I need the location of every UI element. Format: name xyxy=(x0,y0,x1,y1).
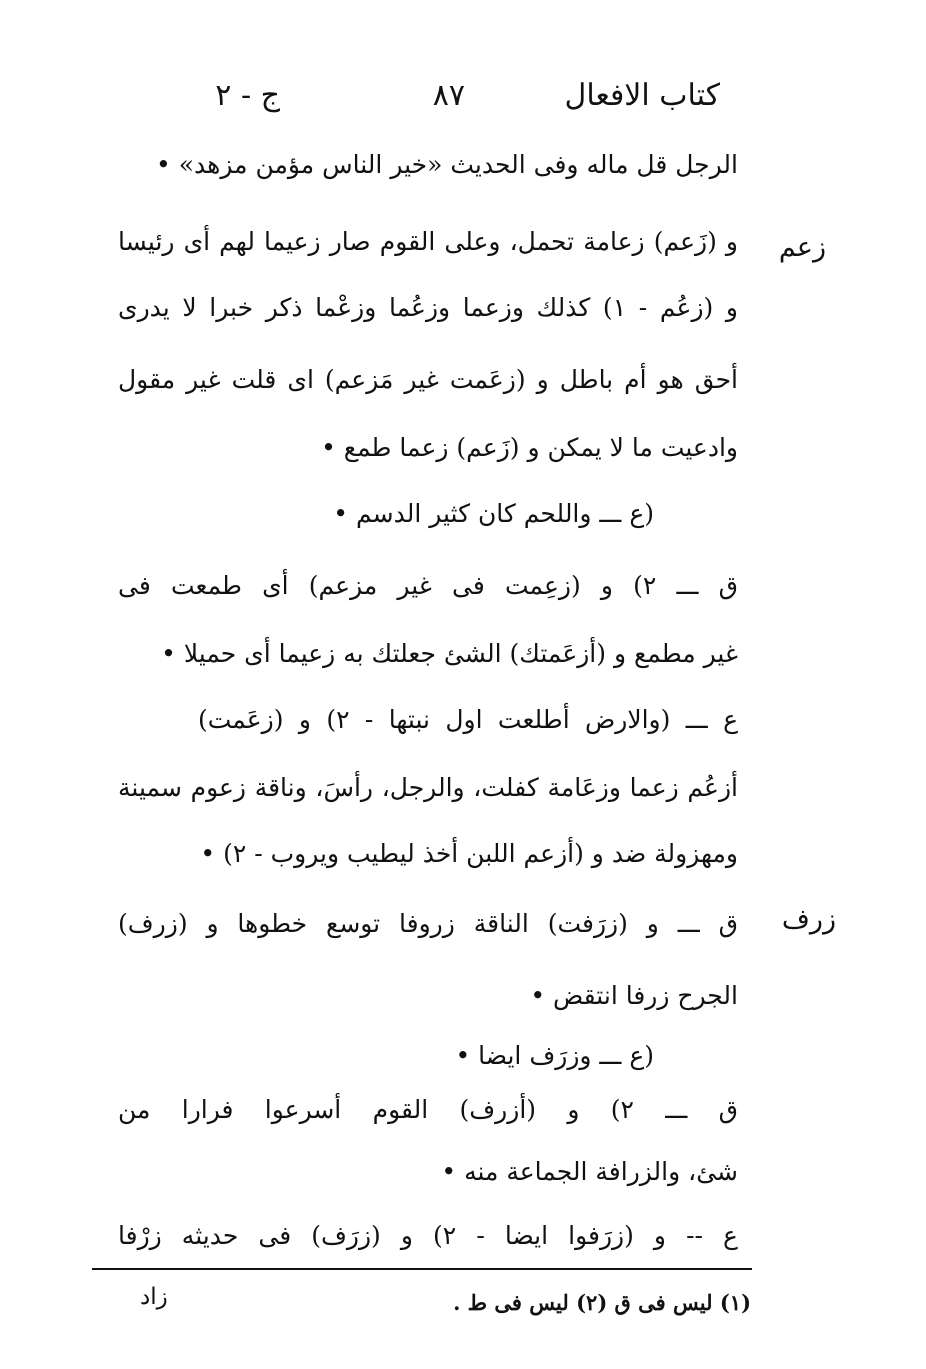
text-line: أزعُم زعما وزعَامة كفلت، والرجل، رأسَ، وناقة زعوم سمينة xyxy=(118,773,738,802)
text-line: (ع ـــ واللحم كان كثير الدسم • xyxy=(333,499,654,528)
text-line: و (زَعم) زعامة تحمل، وعلى القوم صار زعيما لهم أى رئيسا xyxy=(118,227,738,256)
page-header xyxy=(130,78,720,128)
catchword: زاد xyxy=(140,1284,168,1310)
text-line: الرجل قل ماله وفى الحديث «خير الناس مؤمن مزهد» • xyxy=(156,150,738,179)
text-line: الجرح زرفا انتقض • xyxy=(530,981,738,1010)
text-line: ق ـــ ٢) و (زعِمت فى غير مزعم) أى طمعت فى xyxy=(118,571,738,600)
text-line: وادعيت ما لا يمكن و (زَعم) زعما طمع • xyxy=(321,433,738,462)
book-title: كتاب الافعال xyxy=(564,78,720,113)
text-line: ومهزولة ضد و (أزعم اللبن أخذ ليطيب ويروب - ٢) • xyxy=(200,839,738,868)
text-line: أحق هو أم باطل و (زعَمت غير مَزعم) اى قلت غير مقول xyxy=(118,365,738,394)
text-line: شئ، والزرافة الجماعة منه • xyxy=(441,1157,738,1186)
footnote-rule xyxy=(92,1268,752,1270)
text-line: و (زعُم - ١) كذلك وزعما وزعُما وزعْما ذكر خبرا لا يدرى xyxy=(118,293,738,322)
text-line: غير مطمع و (أزعَمتك) الشئ جعلتك به زعيما أى حميلا • xyxy=(161,639,738,668)
text-line: ق ـــ ٢) و (أزرف) القوم أسرعوا فرارا من xyxy=(118,1095,738,1124)
text-line: (ع ـــ وزرَف ايضا • xyxy=(455,1041,654,1070)
side-lemma-zaam: زعم xyxy=(778,232,826,263)
text-line: ع -- و (زرَفوا ايضا - ٢) و (زرَف) فى حديثه زرْفا xyxy=(118,1221,738,1250)
volume-number: ج - ٢ xyxy=(215,78,280,113)
text-line: ع ـــ (والارض أطلعت اول نبتها - ٢) و (زعَمت) xyxy=(198,705,738,734)
text-line: ق ـــ و (زرَفت) الناقة زروفا توسع خطوها و (زرف) xyxy=(118,909,738,938)
footnote: (١) ليس فى ق (٢) ليس فى ط . xyxy=(453,1290,751,1315)
side-lemma-zarf: زرف xyxy=(781,904,836,935)
page-number: ٨٧ xyxy=(432,78,465,113)
